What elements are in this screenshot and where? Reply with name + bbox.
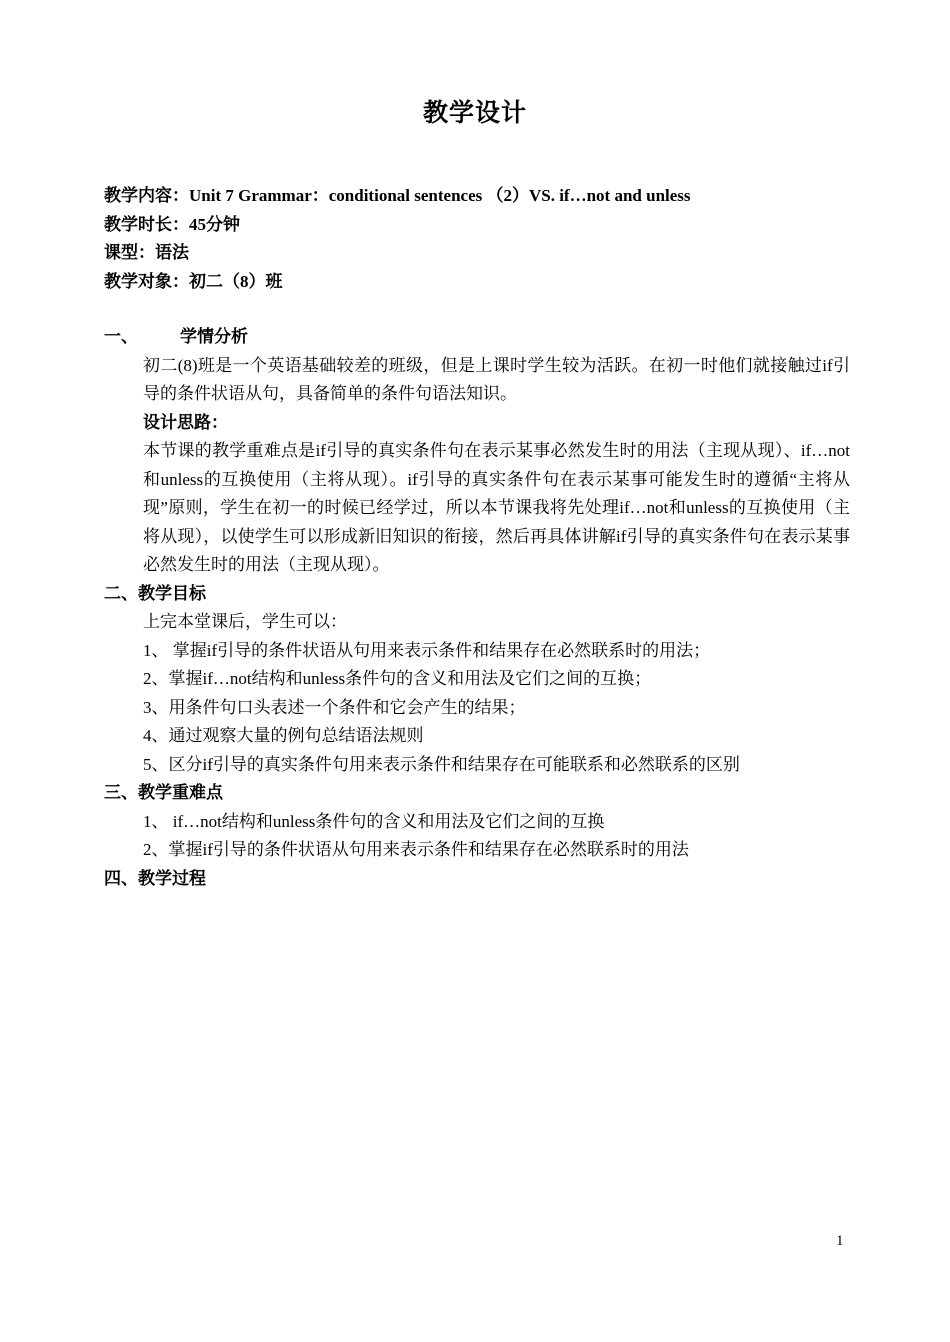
document-body bbox=[104, 323, 850, 893]
analysis-paragraph: 初二(8)班是一个英语基础较差的班级，但是上课时学生较为活跃。在初一时他们就接触过if引导的条件状语从句，具备简单的条件句语法知识。 bbox=[143, 355, 850, 403]
section-heading-key-points: 三、教学重难点 bbox=[104, 783, 223, 802]
key-point-item: 1、 if…not结构和unless条件句的含义和用法及它们之间的互换 bbox=[143, 811, 605, 831]
objective-item: 4、通过观察大量的例句总结语法规则 bbox=[143, 726, 424, 745]
meta-type: 课型：语法 bbox=[104, 243, 189, 262]
section-heading-analysis bbox=[104, 323, 850, 352]
meta-duration: 教学时长：45分钟 bbox=[104, 214, 240, 234]
section-title: 学情分析 bbox=[180, 327, 248, 346]
meta-audience: 教学对象：初二（8）班 bbox=[104, 271, 283, 291]
lesson-meta bbox=[104, 182, 864, 296]
objective-item: 1、 掌握if引导的条件状语从句用来表示条件和结果存在必然联系时的用法； bbox=[143, 640, 711, 660]
objective-item: 5、区分if引导的真实条件句用来表示条件和结果存在可能联系和必然联系的区别 bbox=[143, 754, 740, 774]
meta-content: 教学内容：Unit 7 Grammar：conditional sentences （2）VS. if…not and unless bbox=[104, 186, 691, 205]
section-heading-process: 四、教学过程 bbox=[104, 868, 206, 888]
design-idea-heading: 设计思路： bbox=[143, 412, 228, 432]
document-title: 教学设计 bbox=[422, 100, 527, 127]
objectives-intro: 上完本堂课后，学生可以： bbox=[143, 612, 347, 631]
section-heading-objectives: 二、教学目标 bbox=[104, 583, 206, 603]
objective-item: 3、用条件句口头表述一个条件和它会产生的结果； bbox=[143, 697, 526, 717]
design-idea-paragraph: 本节课的教学重难点是if引导的真实条件句在表示某事必然发生时的用法（主现从现）、if…not和unless的互换使用（主将从现）。if引导的真实条件句在表示某事可能发生时的遵循“主将从现”原则，学生在初一的时候已经学过，所以本节课我将先处理if…not和unless的互换使用（主将从现），以使学生可以形成新旧知识的衔接，然后再具体讲解if引导的真实条件句在表示某事必然发生时的用法（主现从现）。 bbox=[143, 441, 850, 574]
page-number: 1 bbox=[836, 1233, 844, 1249]
key-point-item: 2、掌握if引导的条件状语从句用来表示条件和结果存在必然联系时的用法 bbox=[143, 840, 689, 859]
objective-item: 2、掌握if…not结构和unless条件句的含义和用法及它们之间的互换； bbox=[143, 669, 652, 688]
section-number: 一、 bbox=[104, 327, 138, 346]
